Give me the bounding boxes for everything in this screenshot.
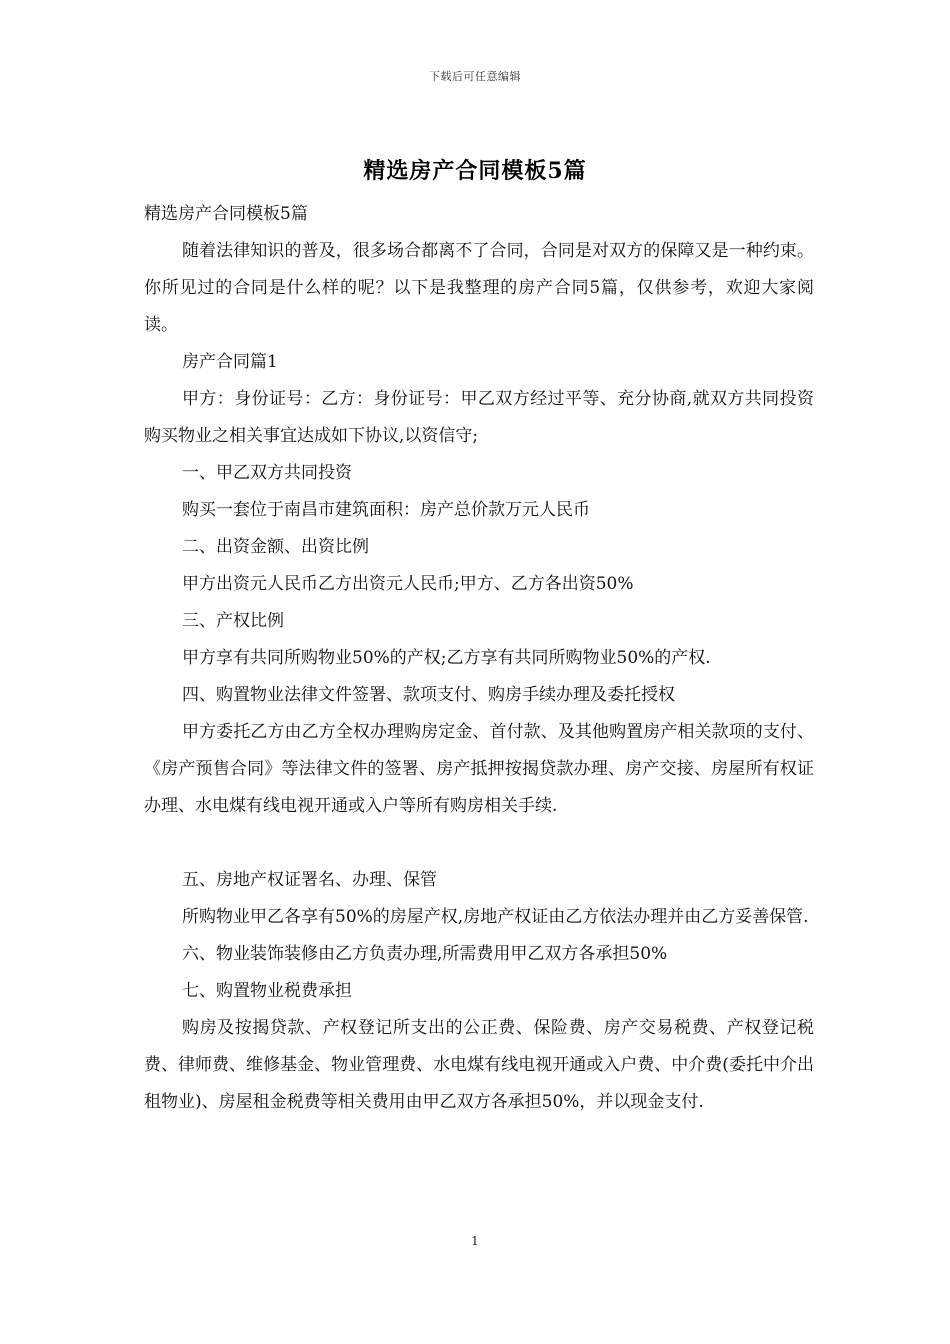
subtitle-line: 精选房产合同模板5篇 bbox=[144, 204, 308, 224]
section-heading-contract-1: 房产合同篇1 bbox=[182, 352, 278, 372]
clause-text-2: 甲方出资元人民币乙方出资元人民币;甲方、乙方各出资50% bbox=[182, 574, 634, 594]
header-note: 下载后可任意编辑 bbox=[429, 70, 521, 83]
document-body bbox=[144, 196, 814, 1121]
clause-heading-1: 一、甲乙双方共同投资 bbox=[182, 463, 352, 483]
clause-heading-5: 五、房地产权证署名、办理、保管 bbox=[182, 870, 437, 890]
clause-text-1: 购买一套位于南昌市建筑面积：房产总价款万元人民币 bbox=[182, 500, 590, 520]
clause-text-5: 所购物业甲乙各享有50%的房屋产权,房地产权证由乙方依法办理并由乙方妥善保管. bbox=[182, 907, 809, 927]
clause-heading-3: 三、产权比例 bbox=[182, 611, 284, 631]
clause-text-3: 甲方享有共同所购物业50%的产权;乙方享有共同所购物业50%的产权. bbox=[182, 648, 711, 668]
intro-paragraph: 随着法律知识的普及，很多场合都离不了合同，合同是对双方的保障又是一种约束。你所见过的合同是什么样的呢？以下是我整理的房产合同5篇，仅供参考，欢迎大家阅读。 bbox=[144, 241, 814, 335]
clause-text-7: 购房及按揭贷款、产权登记所支出的公正费、保险费、房产交易税费、产权登记税费、律师费、维修基金、物业管理费、水电煤有线电视开通或入户费、中介费(委托中介出租物业)、房屋租金税费等相关费用由甲乙双方各承担50%，并以现金支付. bbox=[144, 1018, 814, 1112]
page-number: 1 bbox=[471, 1234, 479, 1248]
clause-heading-4: 四、购置物业法律文件签署、款项支付、购房手续办理及委托授权 bbox=[182, 685, 675, 705]
clause-heading-7: 七、购置物业税费承担 bbox=[182, 981, 352, 1001]
clause-heading-6: 六、物业装饰装修由乙方负责办理,所需费用甲乙双方各承担50% bbox=[182, 944, 668, 964]
clause-text-4: 甲方委托乙方由乙方全权办理购房定金、首付款、及其他购置房产相关款项的支付、《房产预售合同》等法律文件的签署、房产抵押按揭贷款办理、房产交接、房屋所有权证办理、水电煤有线电视开通或入户等所有购房相关手续. bbox=[144, 722, 814, 816]
page-title: 精选房产合同模板5篇 bbox=[363, 158, 587, 184]
clause-heading-2: 二、出资金额、出资比例 bbox=[182, 537, 369, 557]
paragraph-gap bbox=[144, 825, 814, 862]
parties-paragraph: 甲方：身份证号：乙方：身份证号：甲乙双方经过平等、充分协商,就双方共同投资购买物业之相关事宜达成如下协议,以资信守; bbox=[144, 389, 814, 446]
